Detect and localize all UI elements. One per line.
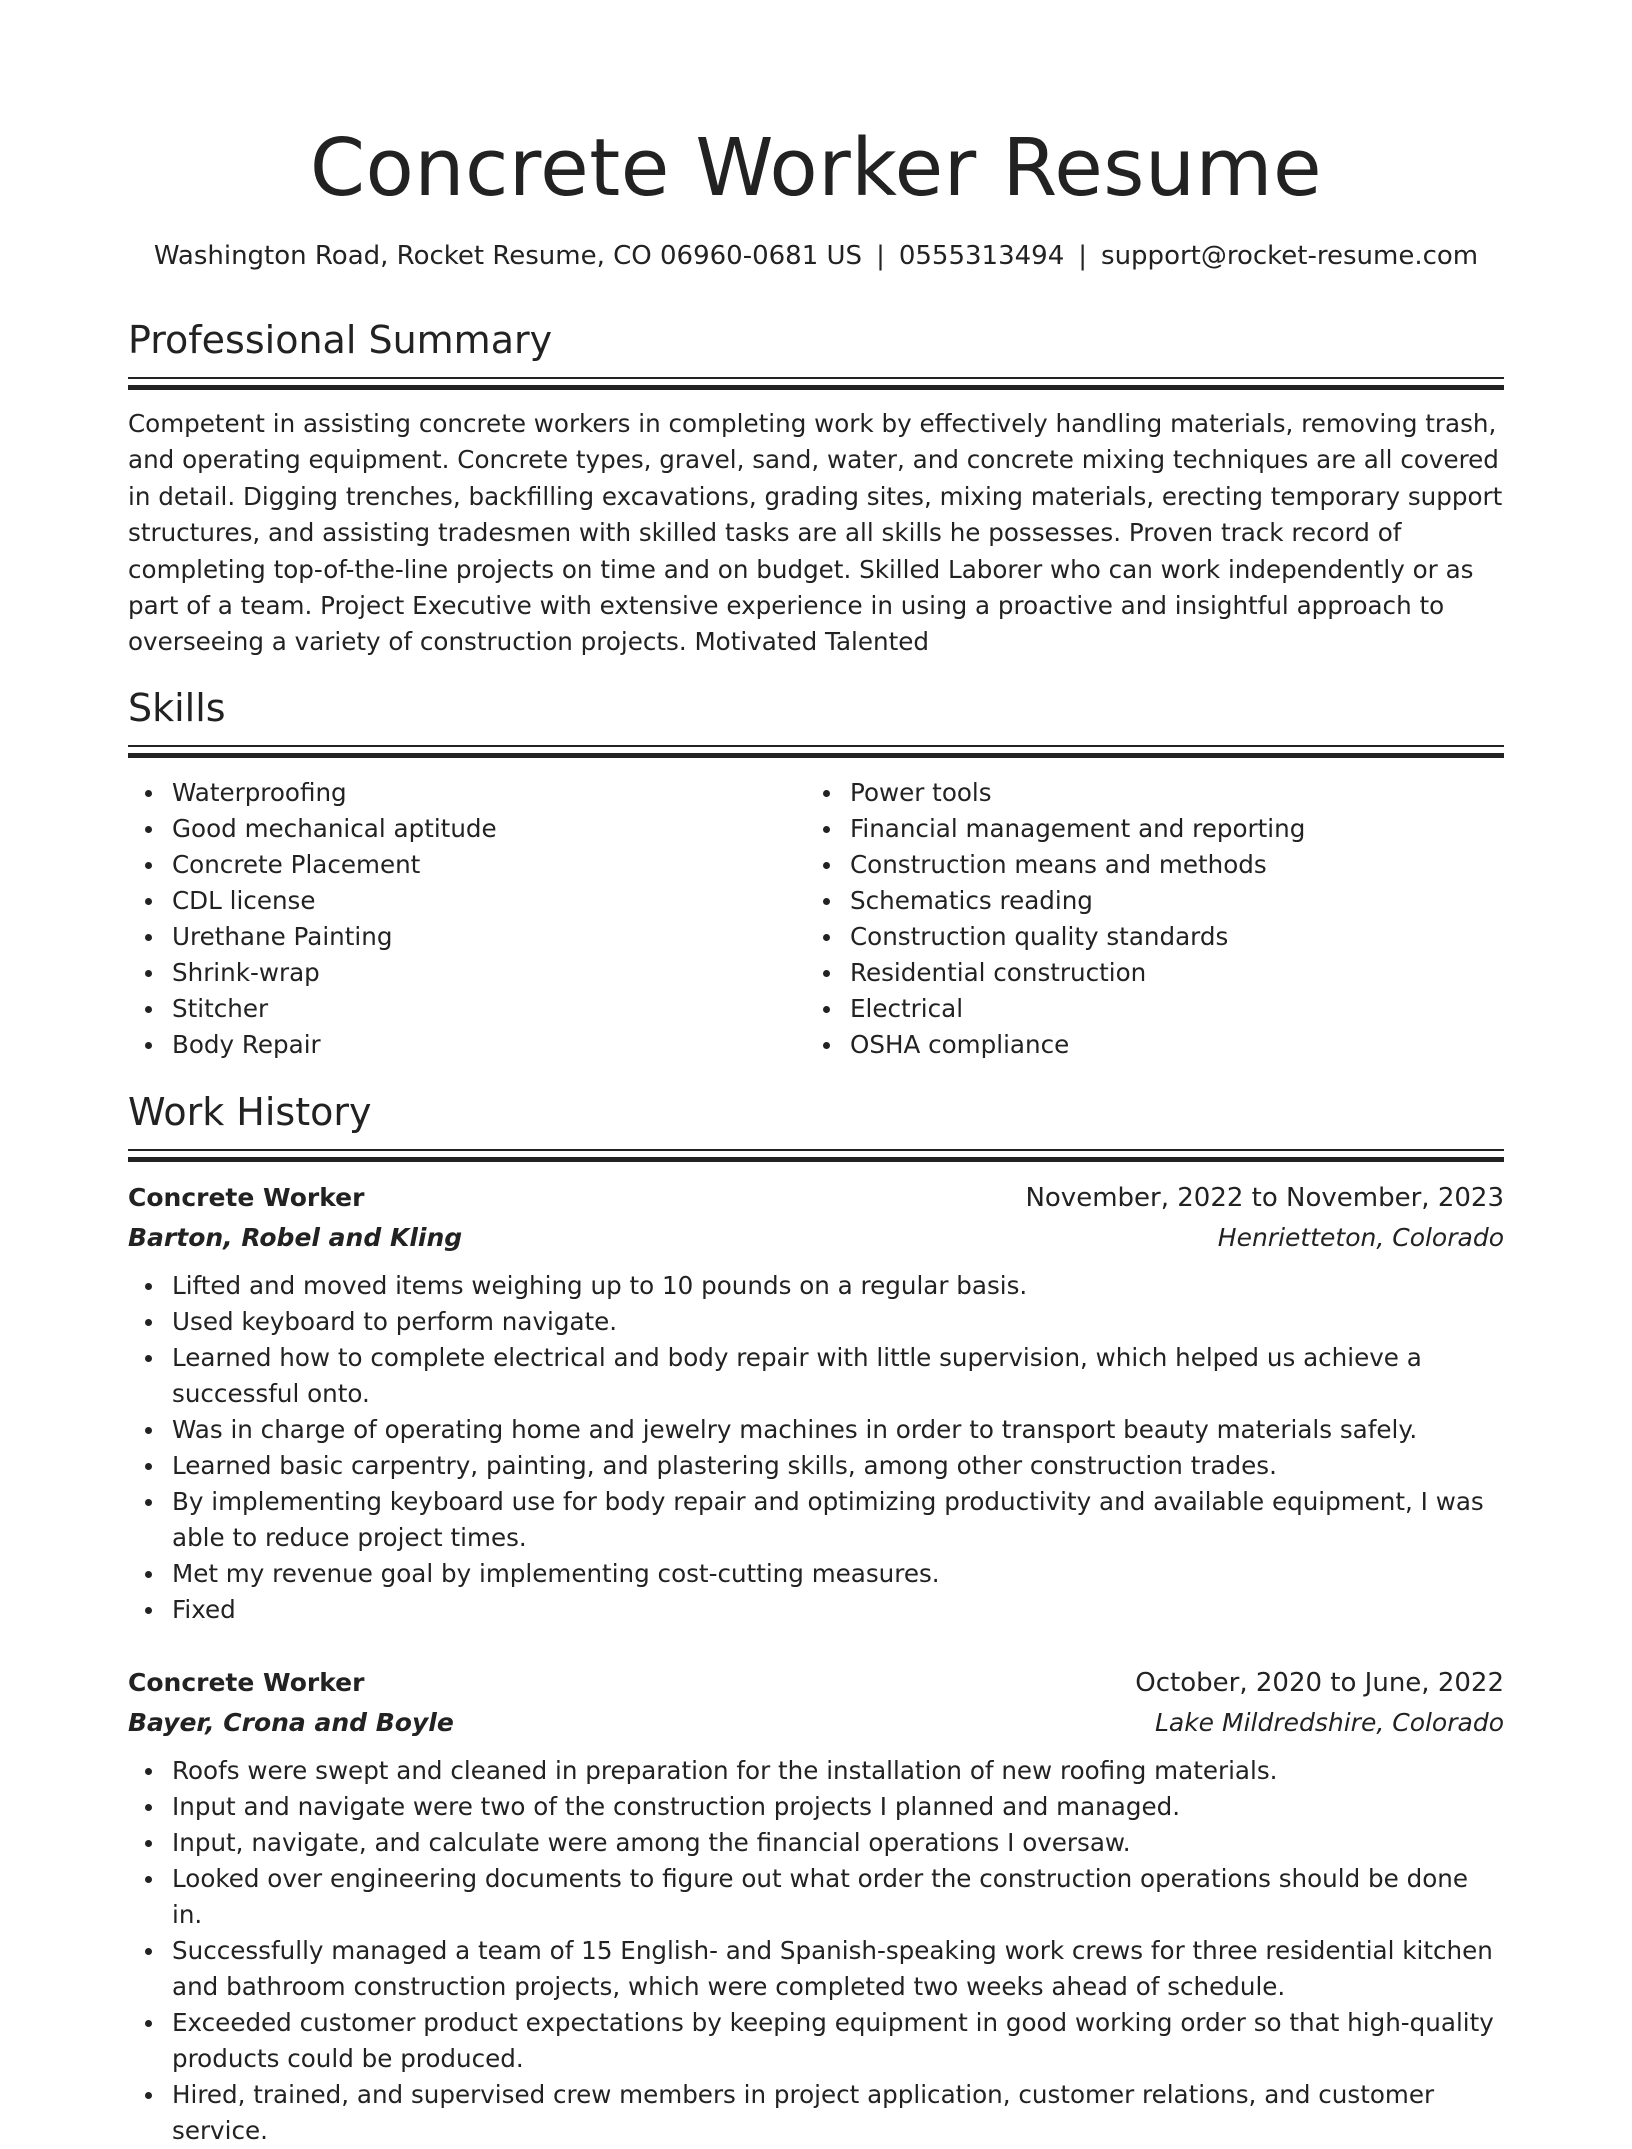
job-entry xyxy=(128,1663,1504,2149)
skill-item: Financial management and reporting xyxy=(806,811,1466,847)
skill-item: Construction quality standards xyxy=(806,919,1466,955)
job-bullet: Lifted and moved items weighing up to 10 pounds on a regular basis. xyxy=(128,1268,1504,1304)
skill-item: Body Repair xyxy=(128,1027,788,1063)
contact-address: Washington Road, Rocket Resume, CO 06960-0681 US xyxy=(153,241,863,271)
section-divider xyxy=(128,1149,1504,1161)
job-company: Bayer, Crona and Boyle xyxy=(128,1708,454,1737)
job-bullet: Met my revenue goal by implementing cost-cutting measures. xyxy=(128,1556,1504,1592)
skill-item: Construction means and methods xyxy=(806,847,1466,883)
job-bullet: By implementing keyboard use for body repair and optimizing productivity and available equipment, I was able to reduce project times. xyxy=(128,1484,1504,1556)
skills-list-right xyxy=(806,775,1466,1063)
section-divider xyxy=(128,745,1504,757)
job-bullet: Used keyboard to perform navigate. xyxy=(128,1304,1504,1340)
summary-heading: Professional Summary xyxy=(128,318,553,362)
skill-item: Shrink-wrap xyxy=(128,955,788,991)
skill-item: Stitcher xyxy=(128,991,788,1027)
job-bullet: Input and navigate were two of the construction projects I planned and managed. xyxy=(128,1789,1504,1825)
job-bullet: Looked over engineering documents to figure out what order the construction operations should be done in. xyxy=(128,1861,1504,1933)
contact-phone: 0555313494 xyxy=(898,241,1065,271)
job-bullet: Learned basic carpentry, painting, and plastering skills, among other construction trades. xyxy=(128,1448,1504,1484)
job-title: Concrete Worker xyxy=(128,1668,365,1697)
job-bullet: Successfully managed a team of 15 English- and Spanish-speaking work crews for three residential kitchen and bathroom construction projects, which were completed two weeks ahead of schedule. xyxy=(128,1933,1504,2005)
job-bullets xyxy=(128,1268,1504,1628)
job-dates: November, 2022 to November, 2023 xyxy=(1025,1183,1504,1213)
section-divider xyxy=(128,377,1504,389)
job-location: Henrietteton, Colorado xyxy=(1217,1223,1504,1252)
contact-separator: | xyxy=(876,241,885,271)
job-bullet: Exceeded customer product expectations by keeping equipment in good working order so that high-quality products could be produced. xyxy=(128,2005,1504,2077)
resume-title: Concrete Worker Resume xyxy=(309,122,1323,214)
skills-heading: Skills xyxy=(128,686,226,730)
job-entry xyxy=(128,1178,1504,1628)
job-bullet: Fixed xyxy=(128,1592,1504,1628)
skill-item: Concrete Placement xyxy=(128,847,788,883)
job-bullet: Roofs were swept and cleaned in preparation for the installation of new roofing materials. xyxy=(128,1753,1504,1789)
job-bullet: Learned how to complete electrical and body repair with little supervision, which helped us achieve a successful onto. xyxy=(128,1340,1504,1412)
summary-text: Competent in assisting concrete workers in completing work by effectively handling materials, removing trash, and operating equipment. Concrete types, gravel, sand, water, and concrete mixing techniques are all covered in detail. Digging trenches, backfilling excavations, grading sites, mixing materials, erecting temporary support structures, and assisting tradesmen with skilled tasks are all skills he possesses. Proven track record of completing top-of-the-line projects on time and on budget. Skilled Laborer who can work independently or as part of a team. Project Executive with extensive experience in using a proactive and insightful approach to overseeing a variety of construction projects. Motivated Talented xyxy=(128,409,1503,657)
contact-email: support@rocket-resume.com xyxy=(1101,241,1479,271)
job-location: Lake Mildredshire, Colorado xyxy=(1154,1708,1504,1737)
skill-item: Electrical xyxy=(806,991,1466,1027)
contact-separator: | xyxy=(1078,241,1088,271)
job-bullet: Was in charge of operating home and jewelry machines in order to transport beauty materials safely. xyxy=(128,1412,1504,1448)
skill-item: OSHA compliance xyxy=(806,1027,1466,1063)
skill-item: Urethane Painting xyxy=(128,919,788,955)
work-history-heading: Work History xyxy=(128,1090,372,1134)
contact-line xyxy=(0,238,1632,274)
job-company: Barton, Robel and Kling xyxy=(128,1223,463,1252)
skill-item: CDL license xyxy=(128,883,788,919)
job-title: Concrete Worker xyxy=(128,1183,365,1212)
skill-item: Schematics reading xyxy=(806,883,1466,919)
job-bullet: Input, navigate, and calculate were among the financial operations I oversaw. xyxy=(128,1825,1504,1861)
job-bullets xyxy=(128,1753,1504,2149)
skill-item: Residential construction xyxy=(806,955,1466,991)
job-bullet: Hired, trained, and supervised crew members in project application, customer relations, and customer service. xyxy=(128,2077,1504,2149)
skills-list-left xyxy=(128,775,788,1063)
skill-item: Power tools xyxy=(806,775,1466,811)
job-dates: October, 2020 to June, 2022 xyxy=(1135,1668,1504,1698)
skill-item: Good mechanical aptitude xyxy=(128,811,788,847)
skill-item: Waterproofing xyxy=(128,775,788,811)
